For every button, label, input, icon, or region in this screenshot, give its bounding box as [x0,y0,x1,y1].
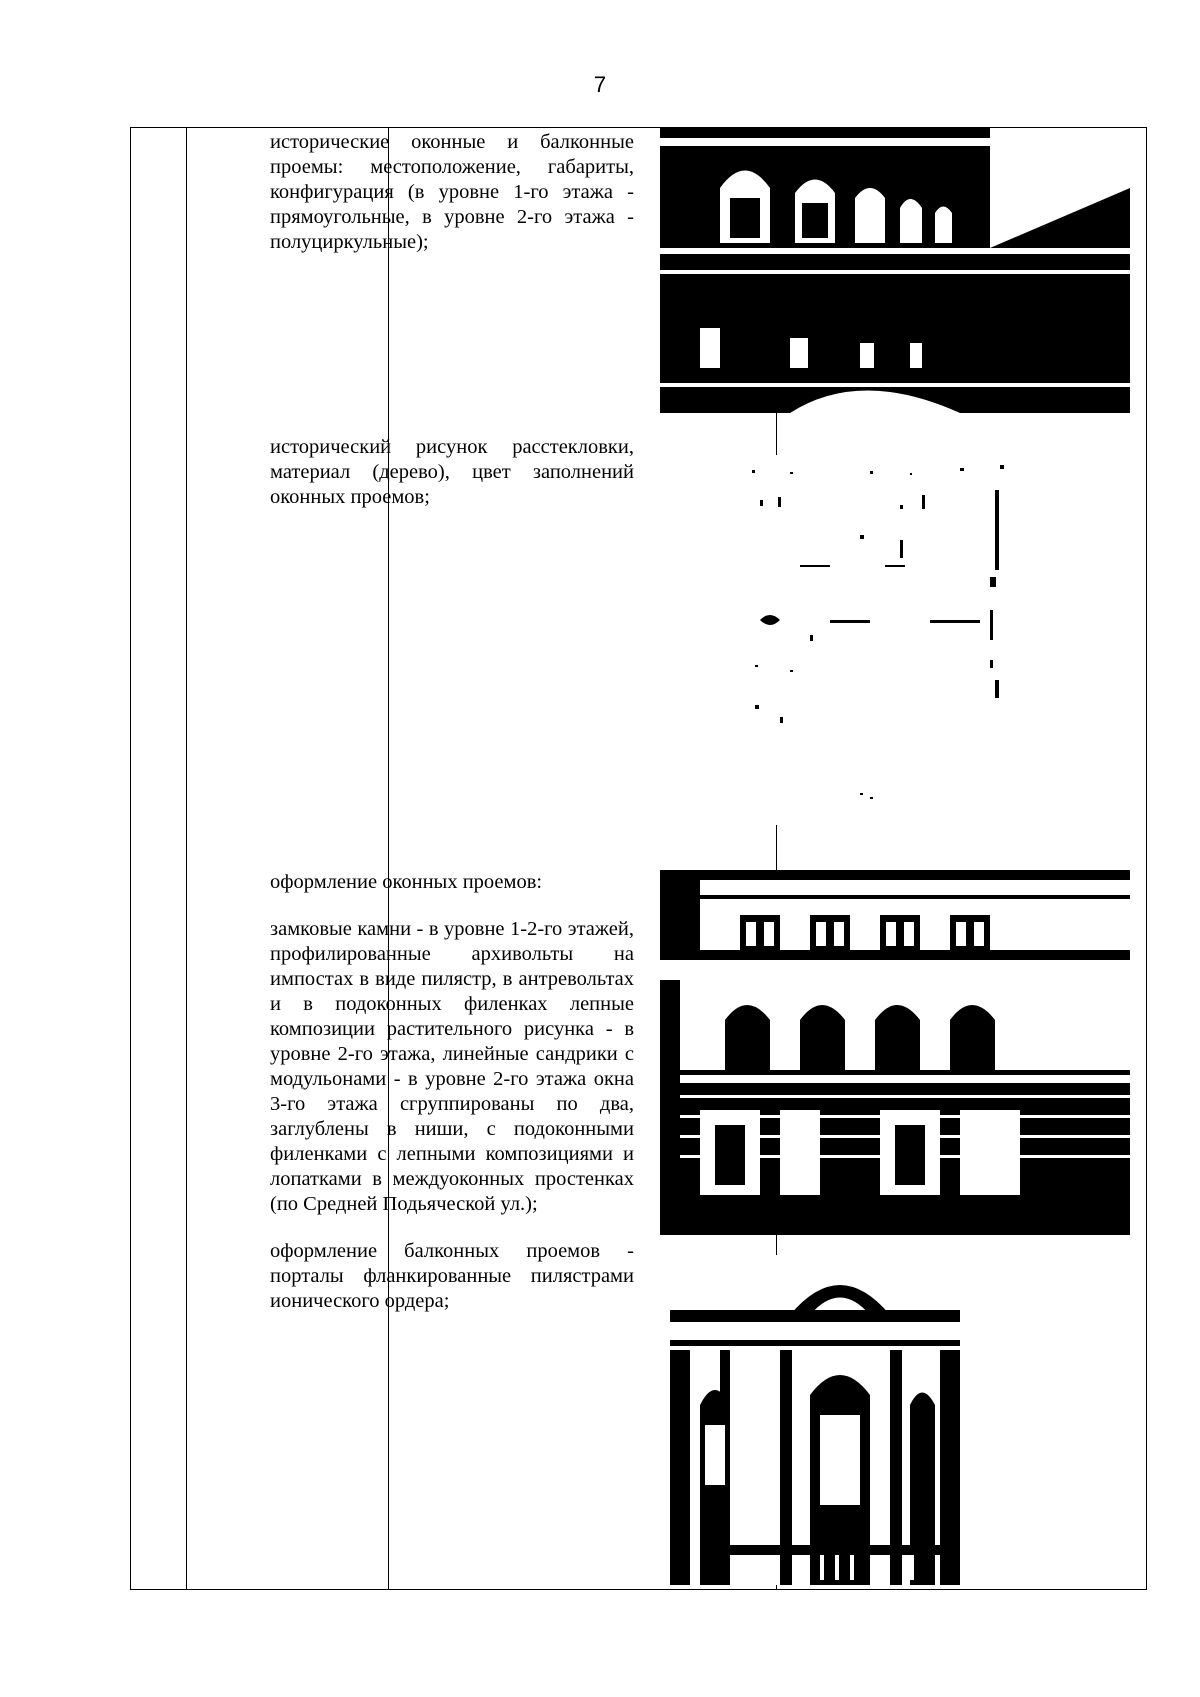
facade-photo-3 [660,870,1130,1235]
row-2-text-cell [270,435,634,532]
row-2-text: исторический рисунок расстекловки, материал (дерево), цвет заполнений оконных проемов; [270,436,634,508]
row-3-text: замковые камни - в уровне 1-2-го этажей, профилированные архивольты на импостах в виде пилястр, в антревольтах и в подоконных филенках лепные композиции растительного рисунка - в уровне 2-го этажа, линейные сандрики с модульонами - в уровне 2-го этажа окна 3-го этажа сгруппированы по два, заглублены в ниши, с подоконными филенками с лепными композициями и лопатками в междуоконных простенках (по Средней Подьяческой ул.); [270,918,634,1215]
column-divider [388,128,389,1589]
row-1-text-cell [270,130,634,277]
row-3-heading: оформление оконных проемов: [270,871,543,893]
row-3-extra-text: оформление балконных проемов - порталы фланкированные пилястрами ионического ордера; [270,1240,634,1312]
facade-photo-4 [660,1255,1130,1585]
column-divider [186,128,187,1589]
row-1-text: исторические оконные и балконные проемы: местоположение, габариты, конфигурация (в уровне 1-го этажа - прямоугольные, в уровне 2-го этажа - полуциркульные); [270,131,634,253]
row-3-text-cell [270,870,634,1336]
page-number: 7 [593,72,607,97]
facade-photo-2 [660,455,1130,825]
facade-photo-1 [660,128,1130,413]
